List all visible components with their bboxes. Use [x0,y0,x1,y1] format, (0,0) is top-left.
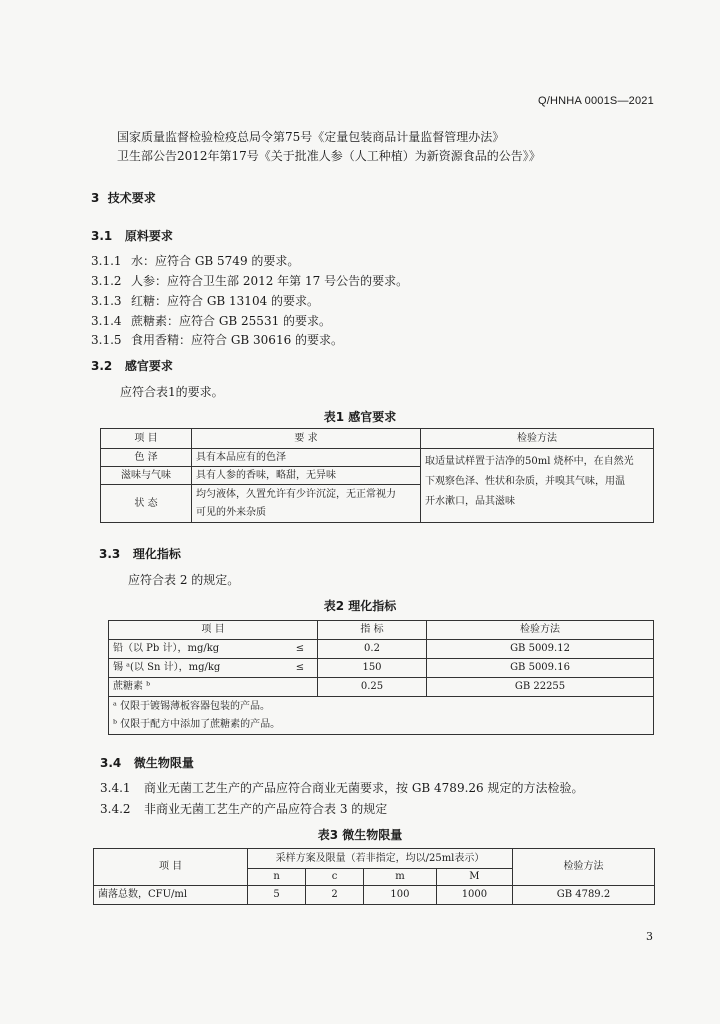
table-row: 蔗糖素 ᵇ 0.25 GB 22255 [109,678,654,697]
table-row: 锡 ᵃ(以 Sn 计），mg/kg ≤ 150 GB 5009.16 [109,659,654,678]
table-header: 项 目 [101,429,192,449]
section-title: 理化指标 [132,547,181,561]
table-subheader: M [436,869,512,886]
table-row: 铅（以 Pb 计），mg/kg ≤ 0.2 GB 5009.12 [109,640,654,659]
table-header: 采样方案及限量（若非指定，均以/25ml表示） [248,849,513,869]
table-3 [93,848,655,905]
list-item: 3.1.1 水：应符合 GB 5749 的要求。 [91,254,300,268]
table-1 [100,428,654,523]
table-header: 项 目 [94,849,248,886]
section-number: 3.4 [100,756,122,770]
table-header: 检验方法 [512,849,654,886]
section-number: 3.3 [99,547,121,561]
section-title: 微生物限量 [133,756,194,770]
table-row: 色 泽 具有本品应有的色泽 取适量试样置于洁净的50ml 烧杯中，在自然光 下观察色泽、性状和杂质，并嗅其气味，用温 开水漱口，品其滋味 [101,449,654,467]
section-number: 3.1 [91,229,113,243]
list-item: 3.4.2 非商业无菌工艺生产的产品应符合表 3 的规定 [100,802,388,816]
table-row: 菌落总数，CFU/ml 5 2 100 1000 GB 4789.2 [94,886,655,905]
table-header: 检验方法 [421,429,654,449]
table-2-caption: 表2 理化指标 [323,599,397,613]
table-subheader: n [248,869,306,886]
list-item: 3.1.5 食用香精：应符合 GB 30616 的要求。 [91,333,344,347]
document-code: Q/HNHA 0001S—2021 [538,95,654,107]
table-2 [108,620,654,735]
section-3-2-heading [91,357,173,374]
inspection-method: 取适量试样置于洁净的50ml 烧杯中，在自然光 下观察色泽、性状和杂质，并嗅其气味，用温 开水漱口，品其滋味 [421,449,654,523]
list-item: 3.1.4 蔗糖素：应符合 GB 25531 的要求。 [91,314,332,328]
table-note: ᵇ 仅限于配方中添加了蔗糖素的产品。 [113,718,281,730]
table-1-caption: 表1 感官要求 [323,410,397,424]
section-title: 原料要求 [124,229,173,243]
table-row: 滋味与气味 具有人参的香味，略甜，无异味 [101,467,654,485]
table-header: 要 求 [192,429,421,449]
section-number: 3.2 [91,359,113,373]
section-3-3-heading [99,545,181,562]
reference-line-1: 国家质量监督检验检疫总局令第75号《定量包装商品计量监督管理办法》 [117,130,505,144]
table-header: 检验方法 [427,621,654,640]
section-number: 3 [91,191,100,205]
table-row: 状 态 均匀液体，久置允许有少许沉淀，无正常视力 可见的外来杂质 [101,485,654,523]
table-note: ᵃ 仅限于镀锡薄板容器包装的产品。 [113,700,271,712]
table-subheader: m [364,869,437,886]
table-subheader: c [306,869,364,886]
paragraph: 应符合表1的要求。 [120,385,224,399]
table-3-caption: 表3 微生物限量 [317,828,403,842]
list-item: 3.4.1 商业无菌工艺生产的产品应符合商业无菌要求，按 GB 4789.26 规定的方法检验。 [100,781,584,795]
list-item: 3.1.2 人参：应符合卫生部 2012 年第 17 号公告的要求。 [91,274,409,288]
section-title: 感官要求 [124,359,173,373]
reference-line-2: 卫生部公告2012年第17号《关于批准人参（人工种植）为新资源食品的公告》》 [117,149,541,163]
page-number: 3 [646,930,653,943]
section-3-heading [91,189,156,206]
table-header: 指 标 [318,621,427,640]
table-header: 项 目 [109,621,318,640]
section-3-1-heading [91,227,173,244]
section-title: 技术要求 [107,191,156,205]
list-item: 3.1.3 红糖：应符合 GB 13104 的要求。 [91,294,320,308]
table-notes [109,697,654,735]
paragraph: 应符合表 2 的规定。 [128,573,240,587]
section-3-4-heading [100,754,194,771]
